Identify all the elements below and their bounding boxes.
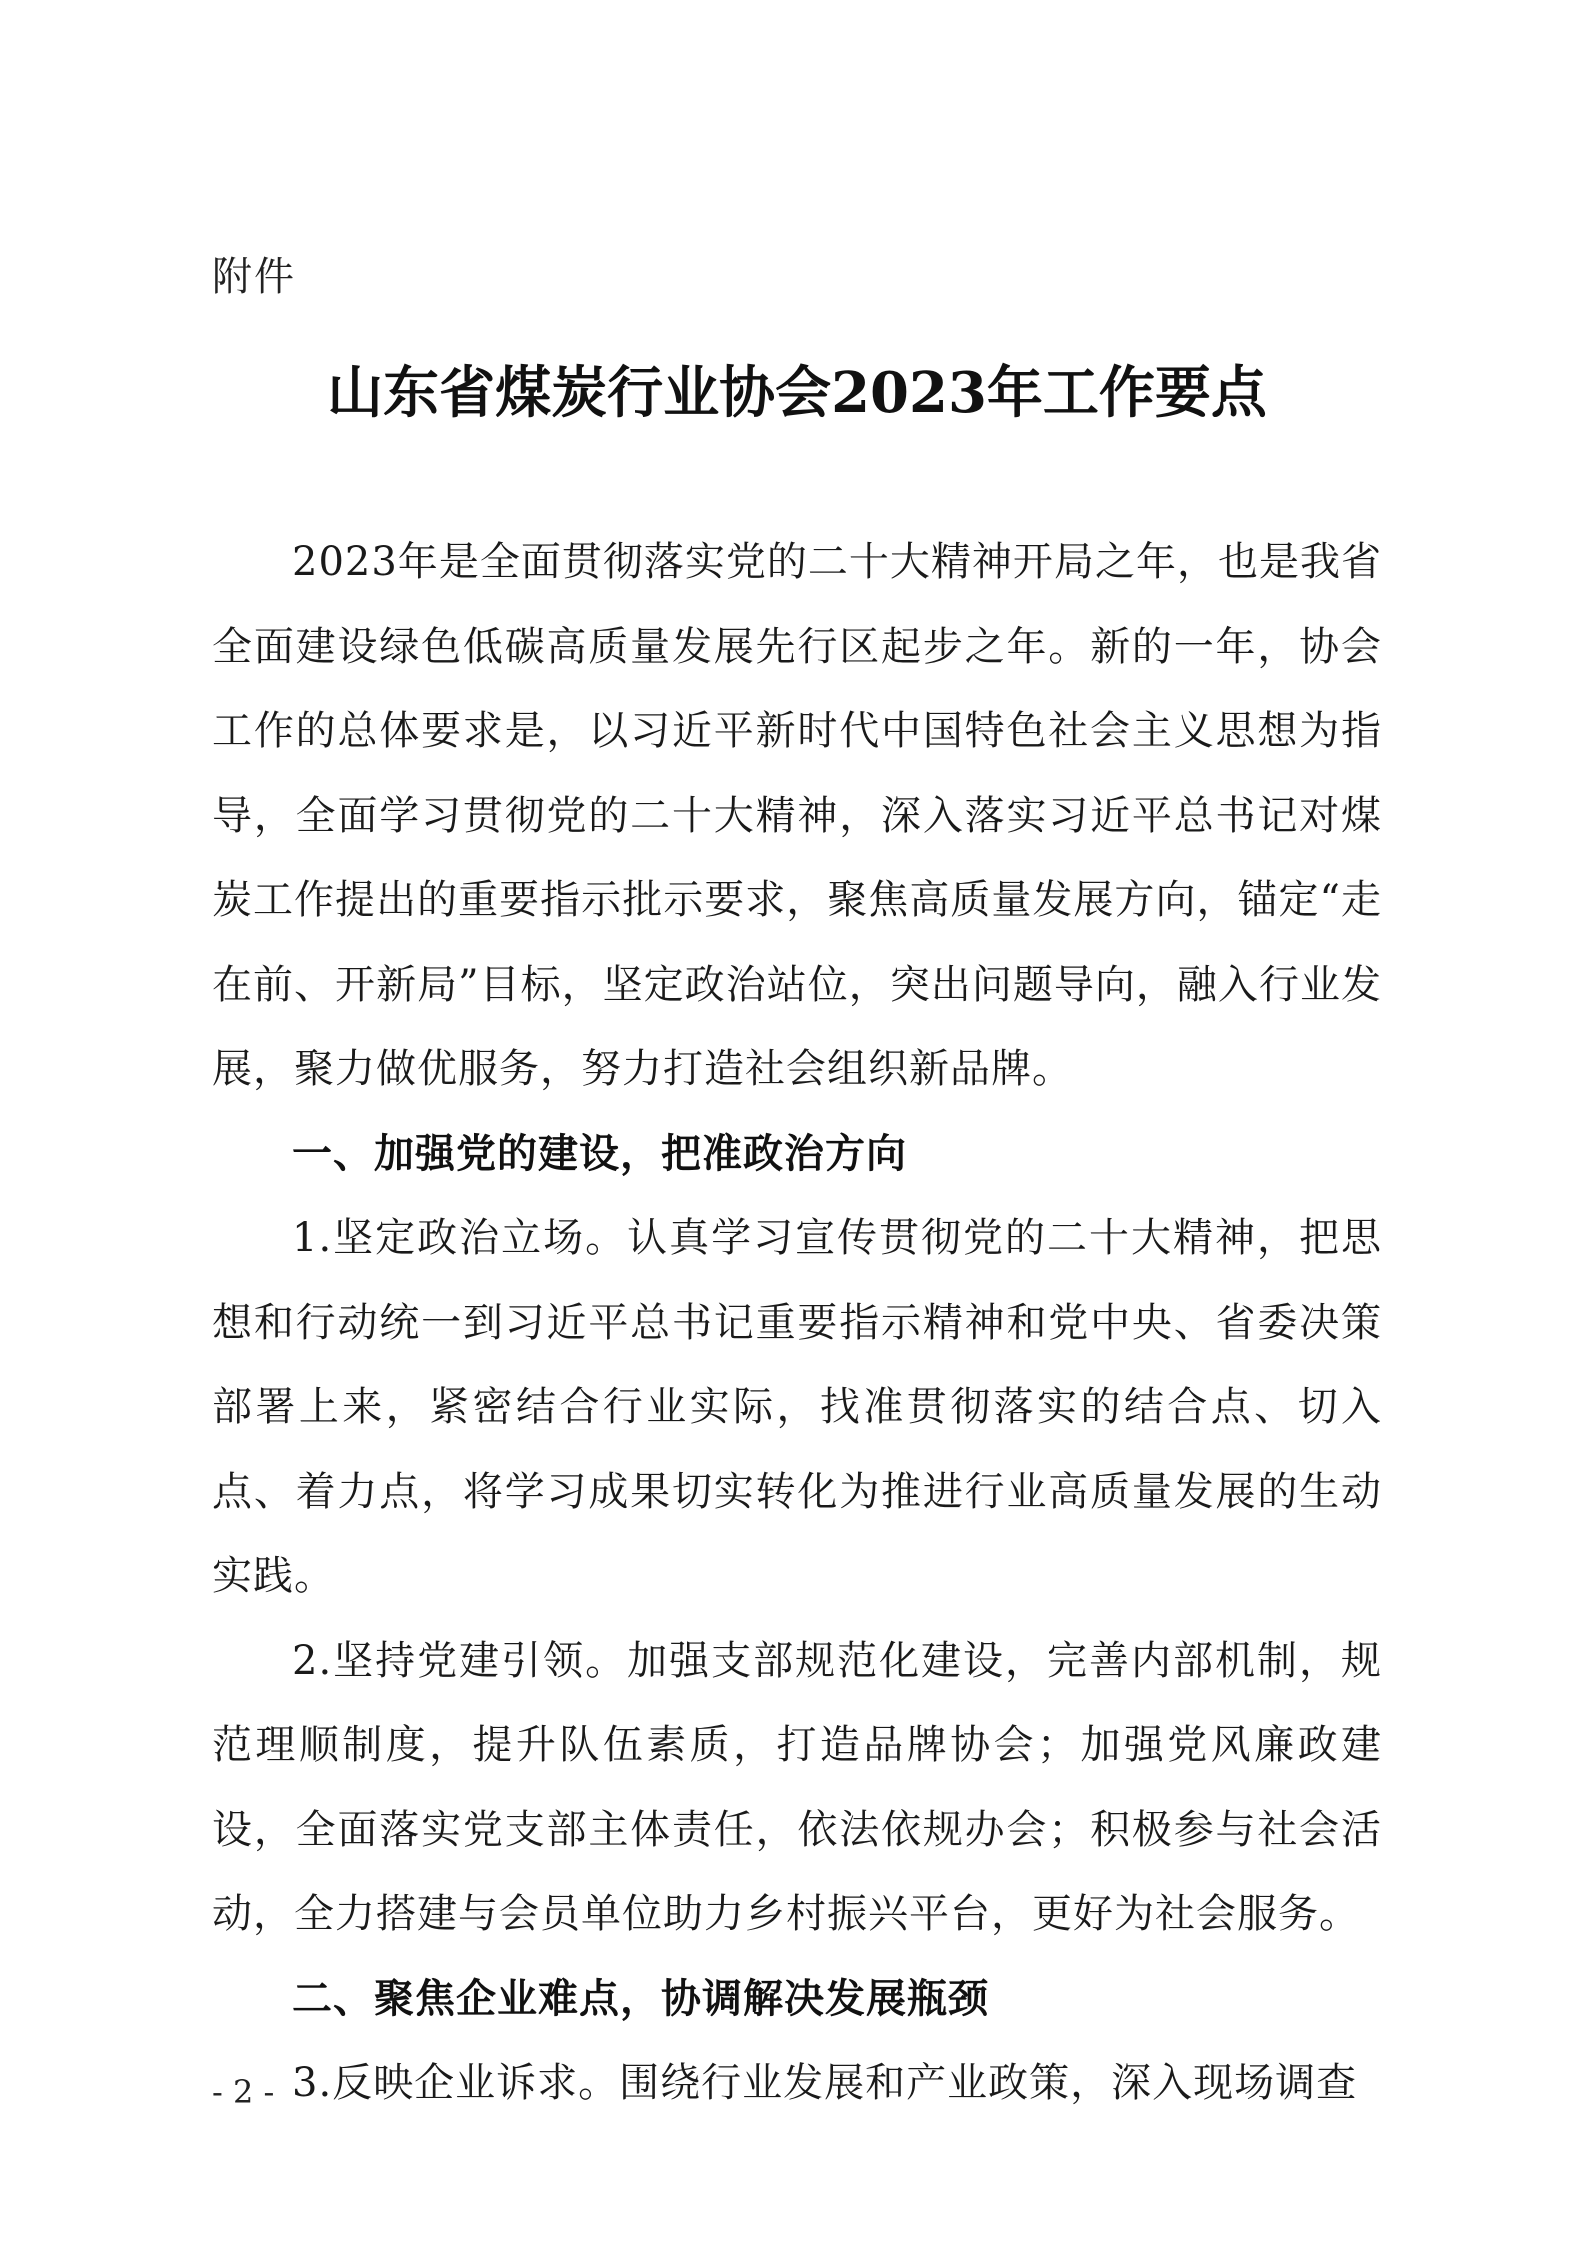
section-heading-2: 二、聚焦企业难点，协调解决发展瓶颈 (292, 1975, 989, 2022)
intro-paragraph: 2023年是全面贯彻落实党的二十大精神开局之年，也是我省全面建设绿色低碳高质量发展先行区起步之年。新的一年，协会工作的总体要求是，以习近平新时代中国特色社会主义思想为指导，全面学习贯彻党的二十大精神，深入落实习近平总书记对煤炭工作提出的重要指示批示要求，聚焦高质量发展方向，锚定“走在前、开新局”目标，坚定政治站位，突出问题导向，融入行业发展，聚力做优服务，努力打造社会组织新品牌。 (212, 539, 1382, 1092)
document-body (212, 520, 1382, 2126)
attachment-label: 附件 (212, 254, 296, 300)
document-title: 山东省煤炭行业协会2023年工作要点 (327, 360, 1267, 426)
section-heading-1: 一、加强党的建设，把准政治方向 (292, 1130, 907, 1177)
item-paragraph-1: 1.坚定政治立场。认真学习宣传贯彻党的二十大精神，把思想和行动统一到习近平总书记重要指示精神和党中央、省委决策部署上来，紧密结合行业实际，找准贯彻落实的结合点、切入点、着力点，将学习成果切实转化为推进行业高质量发展的生动实践。 (212, 1215, 1382, 1599)
item-paragraph-3: 3.反映企业诉求。围绕行业发展和产业政策，深入现场调查 (292, 2060, 1358, 2106)
page-number: - 2 - (212, 2073, 275, 2111)
item-paragraph-2: 2.坚持党建引领。加强支部规范化建设，完善内部机制，规范理顺制度，提升队伍素质，打造品牌协会；加强党风廉政建设，全面落实党支部主体责任，依法依规办会；积极参与社会活动，全力搭建与会员单位助力乡村振兴平台，更好为社会服务。 (212, 1637, 1382, 1937)
